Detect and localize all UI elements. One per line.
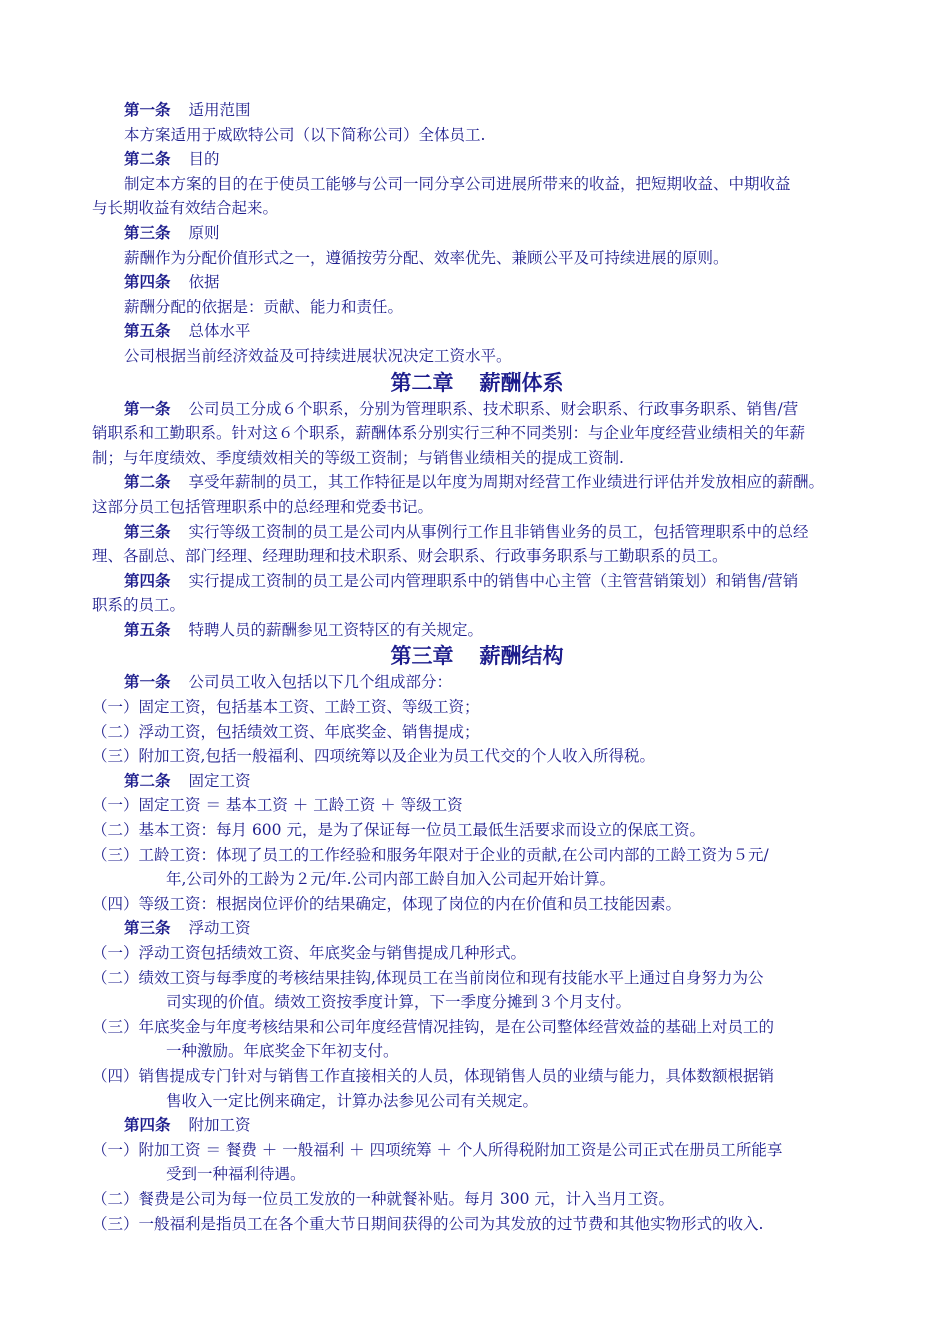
article-title: 公司员工收入包括以下几个组成部分： — [188, 673, 453, 692]
article-label: 第四条 — [124, 1115, 171, 1135]
list-item-continuation: 司实现的价值。绩效工资按季度计算，下一季度分摊到３个月支付。 — [166, 993, 632, 1012]
list-text: 附加工资,包括一般福利、四项统筹以及企业为员工代交的个人收入所得税。 — [138, 747, 655, 766]
list-text: 工龄工资：体现了员工的工作经验和服务年限对于企业的贡献,在公司内部的工龄工资为５元/ — [138, 845, 769, 864]
list-number: （二） — [92, 722, 139, 741]
article-label: 第一条 — [124, 398, 171, 418]
article-text: 公司员工分成６个职系，分别为管理职系、技术职系、财会职系、行政事务职系、销售/营 — [188, 399, 799, 418]
article-label: 第三条 — [124, 222, 171, 242]
article-body: 与长期收益有效结合起来。 — [92, 199, 279, 218]
list-item — [92, 695, 862, 720]
list-text: 一般福利是指员工在各个重大节日期间获得的公司为其发放的过节费和其他实物形式的收入. — [138, 1214, 764, 1233]
list-item — [92, 1015, 862, 1040]
list-item — [92, 818, 862, 843]
list-text: 浮动工资，包括绩效工资、年底奖金、销售提成； — [138, 722, 480, 741]
chapter-heading — [92, 642, 862, 670]
list-text: 固定工资，包括基本工资、工龄工资、等级工资； — [138, 698, 480, 717]
article-label: 第五条 — [124, 321, 171, 341]
article-text: 销职系和工勤职系。针对这６个职系，薪酬体系分别实行三种不同类别：与企业年度经营业绩相关的年薪 — [92, 424, 806, 443]
list-item — [92, 793, 862, 818]
article-title: 原则 — [188, 223, 220, 242]
chapter-title: 薪酬结构 — [479, 644, 564, 669]
article-label: 第五条 — [124, 619, 171, 639]
list-number: （一） — [92, 796, 139, 815]
list-item — [92, 720, 862, 745]
article-text: 实行提成工资制的员工是公司内管理职系中的销售中心主管（主管营销策划）和销售/营销 — [188, 571, 799, 590]
list-number: （二） — [92, 968, 139, 987]
article-heading — [92, 147, 862, 172]
article-label: 第三条 — [124, 521, 171, 541]
article-title: 固定工资 — [188, 771, 251, 790]
article-body: 制定本方案的目的在于使员工能够与公司一同分享公司进展所带来的收益，把短期收益、中期收益 — [124, 174, 791, 193]
article-heading — [92, 916, 862, 941]
article-text: 制；与年度绩效、季度绩效相关的等级工资制；与销售业绩相关的提成工资制. — [92, 448, 624, 467]
article-text: 理、各副总、部门经理、经理助理和技术职系、财会职系、行政事务职系与工勤职系的员工。 — [92, 547, 728, 566]
list-text: 附加工资 ＝ 餐费 ＋ 一般福利 ＋ 四项统筹 ＋ 个人所得税附加工资是公司正式在册员工所能享 — [138, 1140, 783, 1159]
article-label: 第四条 — [124, 570, 171, 590]
list-item — [92, 1212, 862, 1237]
list-text: 基本工资：每月 600 元，是为了保证每一位员工最低生活要求而设立的保底工资。 — [138, 821, 705, 840]
article-title: 目的 — [188, 150, 220, 169]
article-heading — [92, 670, 862, 695]
article-title: 依据 — [188, 273, 220, 292]
article-body: 薪酬分配的依据是：贡献、能力和责任。 — [124, 297, 404, 316]
chapter-number: 第三章 — [390, 644, 454, 669]
list-number: （三） — [92, 747, 139, 766]
article-title: 总体水平 — [188, 322, 251, 341]
article-text: 享受年薪制的员工，其工作特征是以年度为周期对经营工作业绩进行评估并发放相应的薪酬。 — [188, 473, 825, 492]
list-text: 固定工资 ＝ 基本工资 ＋ 工龄工资 ＋ 等级工资 — [138, 796, 463, 815]
article-body: 公司根据当前经济效益及可持续进展状况决定工资水平。 — [124, 346, 512, 365]
article-paragraph — [92, 470, 862, 495]
article-paragraph — [92, 569, 862, 594]
article-body: 薪酬作为分配价值形式之一，遵循按劳分配、效率优先、兼顾公平及可持续进展的原则。 — [124, 248, 729, 267]
chapter-number: 第二章 — [390, 370, 454, 395]
list-number: （一） — [92, 944, 139, 962]
list-item — [92, 843, 862, 868]
list-number: （三） — [92, 1017, 139, 1036]
chapter-heading — [92, 369, 862, 397]
article-paragraph — [92, 520, 862, 545]
list-item-continuation: 受到一种福利待遇。 — [166, 1165, 306, 1184]
list-item — [92, 1064, 862, 1089]
article-label: 第一条 — [124, 672, 171, 692]
list-number: （二） — [92, 821, 139, 840]
list-number: （四） — [92, 894, 139, 913]
list-number: （一） — [92, 698, 139, 717]
list-item — [92, 892, 862, 917]
article-label: 第四条 — [124, 272, 171, 292]
article-heading — [92, 270, 862, 295]
list-number: （三） — [92, 845, 139, 864]
article-text: 职系的员工。 — [92, 596, 186, 615]
list-text: 绩效工资与每季度的考核结果挂钩,体现员工在当前岗位和现有技能水平上通过自身努力为公 — [138, 968, 764, 987]
list-item — [92, 941, 862, 966]
list-text: 餐费是公司为每一位员工发放的一种就餐补贴。每月 300 元，计入当月工资。 — [138, 1189, 674, 1208]
article-heading — [92, 98, 862, 123]
list-item — [92, 966, 862, 991]
article-title: 浮动工资 — [188, 919, 251, 938]
list-text: 等级工资：根据岗位评价的结果确定，体现了岗位的内在价值和员工技能因素。 — [138, 894, 682, 913]
article-label: 第二条 — [124, 472, 171, 492]
list-number: （三） — [92, 1214, 139, 1233]
article-heading — [92, 1113, 862, 1138]
article-heading — [92, 319, 862, 344]
chapter-title: 薪酬体系 — [479, 370, 564, 395]
list-number: （二） — [92, 1189, 139, 1208]
article-heading — [92, 221, 862, 246]
list-item-continuation: 年,公司外的工龄为２元/年.公司内部工龄自加入公司起开始计算。 — [166, 870, 616, 889]
list-text: 浮动工资包括绩效工资、年底奖金与销售提成几种形式。 — [138, 944, 527, 962]
list-text: 年底奖金与年度考核结果和公司年度经营情况挂钩，是在公司整体经营效益的基础上对员工的 — [138, 1017, 775, 1036]
article-text: 这部分员工包括管理职系中的总经理和党委书记。 — [92, 497, 434, 516]
list-item-continuation: 售收入一定比例来确定，计算办法参见公司有关规定。 — [166, 1091, 539, 1110]
list-number: （四） — [92, 1066, 139, 1085]
list-item-continuation: 一种激励。年底奖金下年初支付。 — [166, 1042, 399, 1061]
document-content — [92, 98, 862, 1236]
list-item — [92, 1138, 862, 1163]
article-text: 特聘人员的薪酬参见工资特区的有关规定。 — [188, 620, 484, 639]
list-item — [92, 744, 862, 769]
article-title: 附加工资 — [188, 1116, 251, 1135]
article-label: 第三条 — [124, 918, 171, 938]
list-text: 销售提成专门针对与销售工作直接相关的人员，体现销售人员的业绩与能力，具体数额根据销 — [138, 1066, 775, 1085]
article-heading — [92, 769, 862, 794]
article-label: 第二条 — [124, 149, 171, 169]
article-label: 第一条 — [124, 100, 171, 119]
list-number: （一） — [92, 1140, 139, 1159]
article-text: 实行等级工资制的员工是公司内从事例行工作且非销售业务的员工，包括管理职系中的总经 — [188, 522, 809, 541]
article-body: 本方案适用于威欧特公司（以下简称公司）全体员工. — [124, 125, 486, 144]
article-paragraph — [92, 618, 862, 643]
article-paragraph — [92, 397, 862, 422]
list-item — [92, 1187, 862, 1212]
article-title: 适用范围 — [188, 101, 251, 119]
article-label: 第二条 — [124, 770, 171, 790]
